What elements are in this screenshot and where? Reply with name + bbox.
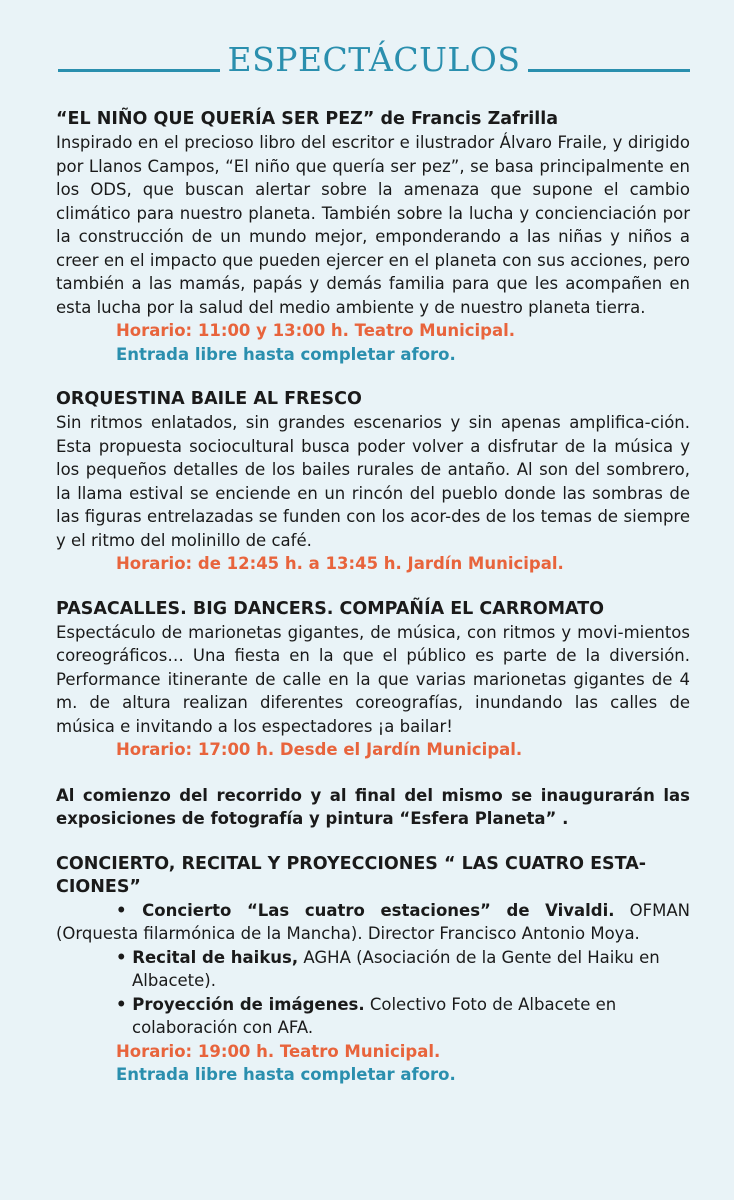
heading-author: de Francis Zafrilla	[374, 109, 559, 129]
section-nino-pez	[56, 108, 690, 366]
exhibition-note: Al comienzo del recorrido y al final del mismo se inaugurarán las exposiciones de fotografía y pintura “Esfera Planeta” .	[56, 785, 690, 828]
section-pasacalles	[56, 598, 690, 762]
section-concierto	[56, 853, 690, 1087]
bullet-proyeccion	[116, 993, 690, 1040]
section-entry: Entrada libre hasta completar aforo.	[116, 1065, 456, 1084]
bullet-text: Colectivo Foto de Albacete en colaboración con AFA.	[132, 994, 617, 1037]
bullet-text: OFMAN (Orquesta filarmónica de la Mancha). Director Francisco Antonio Moya.	[56, 900, 690, 943]
title-rule-right	[528, 69, 690, 72]
section-heading: ORQUESTINA BAILE AL FRESCO	[56, 389, 362, 409]
section-schedule: Horario: 17:00 h. Desde el Jardín Municipal.	[116, 740, 523, 759]
section-heading	[56, 108, 690, 131]
section-entry: Entrada libre hasta completar aforo.	[116, 344, 456, 364]
bullet-bold: • Recital de haikus,	[116, 947, 299, 967]
section-schedule: Horario: 11:00 y 13:00 h. Teatro Municipal.	[116, 321, 516, 340]
bullet-bold: • Concierto “Las cuatro estaciones” de Vivaldi.	[116, 900, 615, 920]
section-body: Inspirado en el precioso libro del escritor e ilustrador Álvaro Fraile, y dirigido por Llanos Campos, “El niño que quería ser pez”, se basa principalmente en los ODS, que buscan alertar sobre la amenaza que supone el cambio climático para nuestro planeta. También sobre la lucha y concienciación por la construcción de un mundo mejor, emponderando a las niñas y niños a creer en el impacto que pueden ejercer en el planeta con sus acciones, pero también a las mamás, papás y demás familia para que les acompañen en esta lucha por la salud del medio ambiente y de nuestro planeta tierra.	[56, 133, 690, 317]
section-heading: PASACALLES. BIG DANCERS. COMPAÑÍA EL CARROMATO	[56, 598, 605, 619]
bullet-text: AGHA (Asociación de la Gente del Haiku en Albacete).	[132, 947, 660, 990]
page-title: ESPECTÁCULOS	[227, 40, 521, 79]
section-heading: CONCIERTO, RECITAL Y PROYECCIONES “ LAS CUATRO ESTA-CIONES”	[56, 853, 647, 897]
section-body: Espectáculo de marionetas gigantes, de música, con ritmos y movi-mientos coreográficos… Una fiesta en la que el público es parte de la diversión. Performance itinerante de calle en la que varias marionetas gigantes de 4 m. de altura realizan diferentes coreografías, inundando las calles de música e invitando a los espectadores ¡a bailar!	[56, 622, 690, 736]
bullet-bold: • Proyección de imágenes.	[116, 994, 365, 1014]
section-schedule: Horario: de 12:45 h. a 13:45 h. Jardín Municipal.	[116, 554, 564, 573]
section-orquestina	[56, 388, 690, 576]
section-body: Sin ritmos enlatados, sin grandes escenarios y sin apenas amplifica-ción. Esta propuesta sociocultural busca poder volver a disfrutar de la música y los pequeños detalles de los bailes rurales de antaño. Al son del sombrero, la llama estival se enciende en un rincón del pueblo donde las sombras de las figuras entrelazadas se funden con los acor-des de los temas de siempre y el ritmo del molinillo de café.	[56, 413, 690, 550]
content	[56, 108, 690, 1109]
title-row	[58, 40, 690, 79]
title-rule-left	[58, 69, 220, 72]
bullet-recital	[116, 946, 690, 993]
heading-text: “EL NIÑO QUE QUERÍA SER PEZ”	[56, 109, 375, 129]
section-schedule: Horario: 19:00 h. Teatro Municipal.	[116, 1041, 441, 1061]
bullet-concierto	[56, 899, 690, 946]
